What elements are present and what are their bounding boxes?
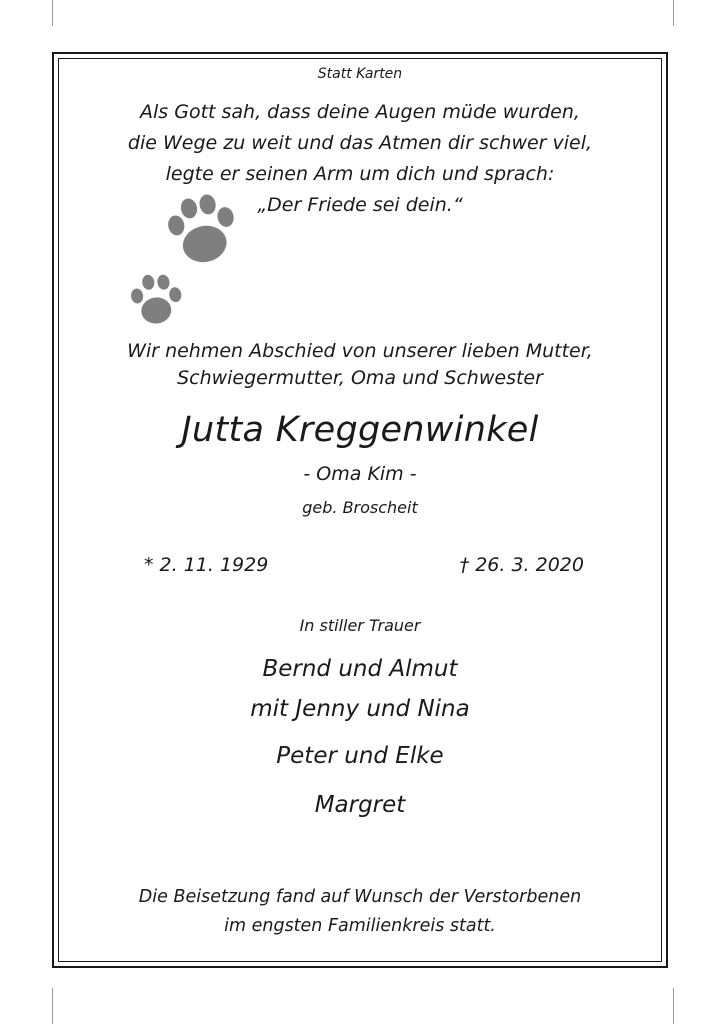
footer-line-2: im engsten Familienkreis statt.	[224, 916, 496, 936]
mourner-line-4: Margret	[314, 792, 406, 818]
death-date: † 26. 3. 2020	[459, 554, 584, 576]
crop-mark-bottom-left	[52, 988, 53, 1024]
crop-mark-bottom-right	[673, 988, 674, 1024]
deceased-name: Jutta Kreggenwinkel	[181, 410, 539, 450]
mourner-line-1: Bernd und Almut	[262, 656, 458, 682]
verse-line-4: „Der Friede sei dein.“	[257, 194, 463, 216]
deceased-maiden-name: geb. Broscheit	[302, 498, 418, 517]
crop-mark-top-right	[673, 0, 674, 26]
deceased-nickname: - Oma Kim -	[303, 463, 417, 485]
crop-mark-top-left	[52, 0, 53, 26]
mourner-line-3: Peter und Elke	[276, 743, 444, 769]
verse-line-2: die Wege zu weit und das Atmen dir schwer viel,	[127, 132, 593, 154]
statt-karten-note: Statt Karten	[317, 66, 403, 82]
mourners-heading: In stiller Trauer	[299, 616, 421, 635]
intro-line-2: Schwiegermutter, Oma und Schwester	[177, 367, 543, 389]
verse-line-1: Als Gott sah, dass deine Augen müde wurden,	[140, 101, 580, 123]
footer-line-1: Die Beisetzung fand auf Wunsch der Verstorbenen	[138, 887, 582, 907]
verse-line-3: legte er seinen Arm um dich und sprach:	[165, 163, 555, 185]
paw-print-icon	[128, 270, 190, 332]
mourner-line-2: mit Jenny und Nina	[250, 696, 470, 722]
birth-date: * 2. 11. 1929	[144, 554, 269, 576]
paw-print-icon	[160, 192, 246, 270]
intro-line-1: Wir nehmen Abschied von unserer lieben Mutter,	[127, 340, 593, 362]
